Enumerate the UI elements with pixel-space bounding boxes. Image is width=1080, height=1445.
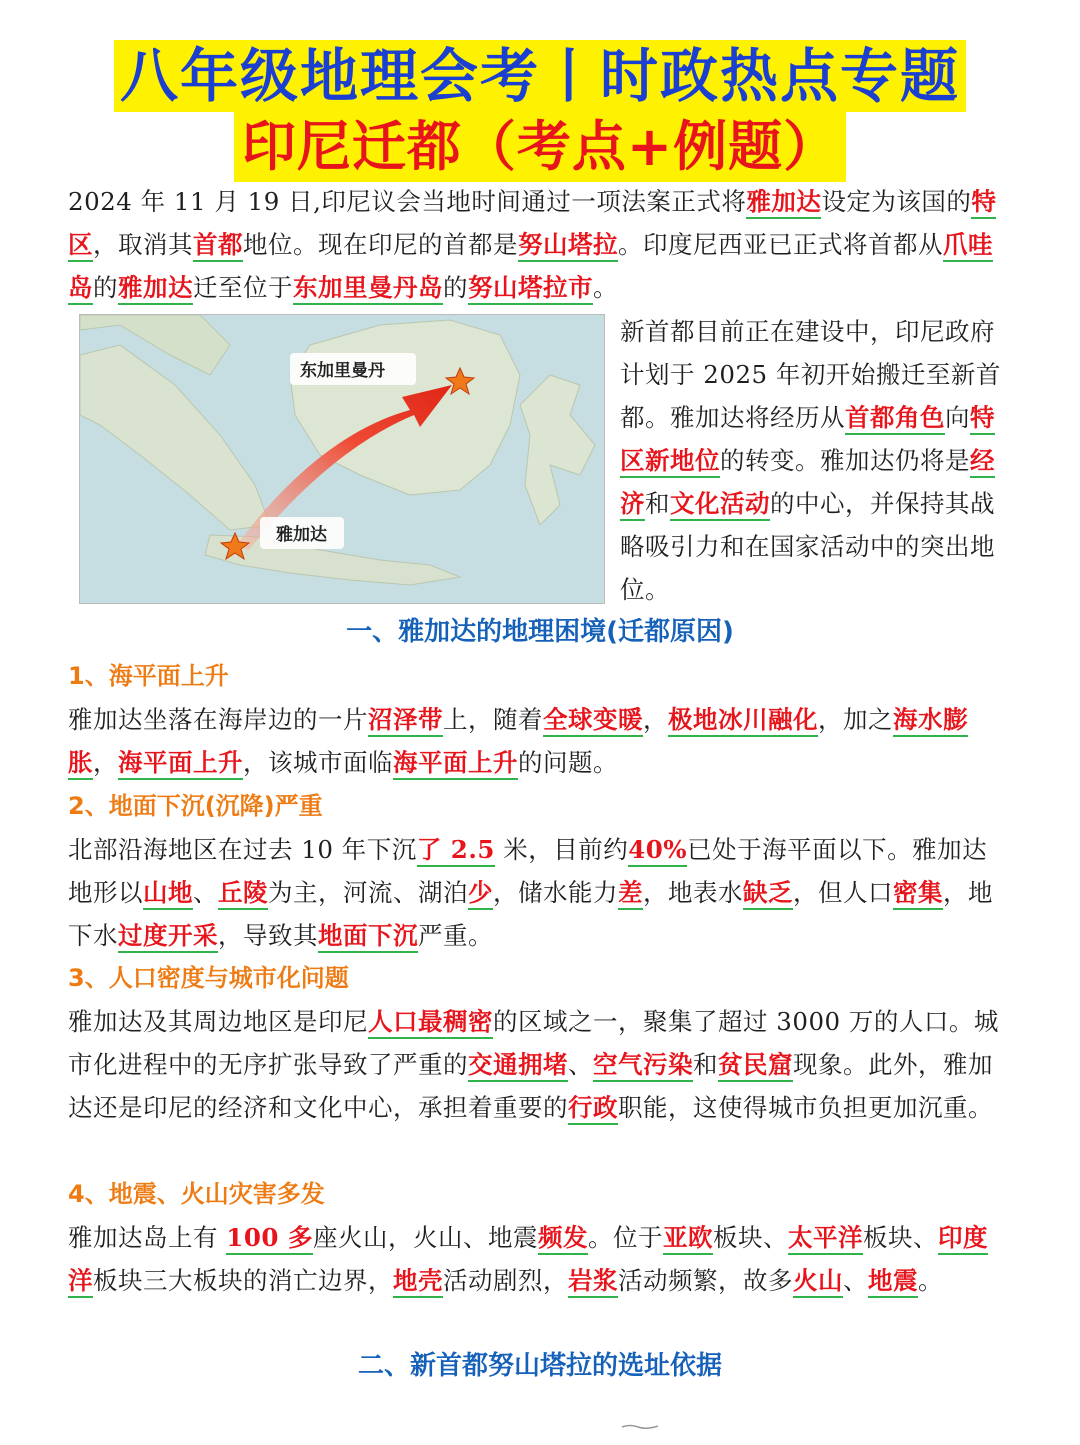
text: 严重。 [418,921,493,950]
text: 。印度尼西亚已正式将首都从 [618,230,943,259]
highlight: 贫民窟 [718,1050,793,1082]
subheading-1: 1、海平面上升 [68,662,229,690]
highlight: 太平洋 [788,1223,863,1255]
text: 向 [945,403,970,432]
side-paragraph [620,310,1012,611]
label-jakarta: 雅加达 [276,525,327,545]
highlight: 丘陵 [218,878,268,910]
text: 现象。此外，雅加达还是印尼的经济和文化中心，承担着重要的 [68,1050,993,1122]
highlight: 海平面上升 [118,748,243,780]
text: 。 [918,1266,943,1295]
text: ，储水能力 [493,878,618,907]
decorative-mark [620,1424,660,1430]
highlight: 少 [468,878,493,910]
text: 和 [645,489,670,518]
highlight: 人口最稠密 [368,1007,493,1039]
text: 活动剧烈， [443,1266,568,1295]
text: ，取消其 [93,230,193,259]
highlight: 沼泽带 [368,705,443,737]
highlight: 极地冰川融化 [668,705,818,737]
text: 雅加达及其周边地区是印尼 [68,1007,368,1036]
text: ，导致其 [218,921,318,950]
text: 的 [93,273,118,302]
highlight: 首都 [193,230,243,262]
text: 迁至位于 [193,273,293,302]
text: ，但人口 [793,878,893,907]
highlight: 地面下沉 [318,921,418,953]
highlight: 山地 [143,878,193,910]
highlight: 岩浆 [568,1266,618,1298]
text: 设定为该国的 [821,187,972,216]
highlight: 地壳 [393,1266,443,1298]
text: 新首都目前正在建设中，印尼政府计划于 2025 年初开始搬迁至新首都。雅加达将经历从 [620,317,1001,432]
paragraph-3 [68,1000,1012,1129]
label-east-kalimantan: 东加里曼丹 [300,361,385,381]
highlight: 特区新地位 [620,403,995,478]
subheading-3: 3、人口密度与城市化问题 [68,964,349,992]
text: 。位于 [587,1223,663,1252]
section-heading-1: 一、雅加达的地理困境(迁都原因) [346,617,734,647]
text: 的转变。雅加达仍将是 [720,446,970,475]
intro-paragraph [68,180,1012,309]
text: 、 [568,1050,593,1079]
highlight: 海平面上升 [393,748,518,780]
highlight: 密集 [893,878,943,910]
highlight: 缺乏 [743,878,793,910]
text: ，地下水 [68,878,993,950]
highlight: 火山 [793,1266,843,1298]
highlight: 印度洋 [68,1223,988,1298]
highlight: 过度开采 [118,921,218,953]
highlight: 东加里曼丹岛 [293,273,443,305]
text: ，加之 [818,705,893,734]
highlight: 亚欧 [663,1223,713,1255]
highlight: 全球变暖 [543,705,643,737]
text: 雅加达坐落在海岸边的一片 [68,705,368,734]
text: 板块三大板块的消亡边界， [93,1266,393,1295]
text: ，地表水 [643,878,743,907]
text: 米，目前约 [494,835,629,864]
text: 地位。现在印尼的首都是 [243,230,518,259]
highlight: 差 [618,878,643,910]
header [0,40,1080,182]
text: 。 [593,273,618,302]
highlight: 频发 [538,1223,588,1255]
text: 的区域之一，聚集了超过 3000 万的人口。城市化进程中的无序扩张导致了严重的 [68,1007,999,1079]
highlight: 首都角色 [845,403,945,435]
text: 活动频繁，故多 [618,1266,793,1295]
highlight: 行政 [568,1093,618,1125]
highlight: 文化活动 [670,489,770,521]
text: ， [643,705,668,734]
text: 雅加达岛上有 [68,1223,227,1252]
text: 已处于海平面以下。雅加达地形以 [68,835,988,907]
text: 、 [193,878,218,907]
map-graphic [80,315,604,603]
highlight: 40% [628,835,687,867]
paragraph-1 [68,698,1012,784]
text: 和 [693,1050,718,1079]
text: 的 [443,273,468,302]
section-heading-2: 二、新首都努山塔拉的选址依据 [357,1351,722,1381]
highlight: 特区 [68,187,996,262]
highlight: 努山塔拉市 [468,273,593,305]
text: 的中心，并保持其战略吸引力和在国家活动中的突出地位。 [620,489,995,604]
paragraph-4 [68,1216,1012,1302]
highlight: 雅加达 [118,273,193,305]
highlight: 交通拥堵 [468,1050,568,1082]
highlight: 爪哇岛 [68,230,993,305]
text: 北部沿海地区在过去 10 年下沉 [68,835,417,864]
highlight: 地震 [868,1266,918,1298]
highlight: 经济 [620,446,995,521]
text: 板块、 [862,1223,938,1252]
text: 职能，这使得城市负担更加沉重。 [618,1093,993,1122]
highlight: 雅加达 [746,187,821,219]
text: 座火山，火山、地震 [312,1223,538,1252]
highlight: 空气污染 [593,1050,693,1082]
text: 、 [843,1266,868,1295]
page-title: 八年级地理会考丨时政热点专题 [114,40,966,112]
relocation-map [79,314,605,604]
text: ， [93,748,118,777]
highlight: 了 2.5 [417,835,495,867]
page-subtitle: 印尼迁都（考点+例题） [234,112,846,182]
text: 板块、 [712,1223,788,1252]
highlight: 努山塔拉 [518,230,618,262]
highlight: 海水膨胀 [68,705,968,780]
highlight: 100 多 [226,1223,313,1255]
text: 的问题。 [518,748,618,777]
text: ，该城市面临 [243,748,393,777]
text: 为主，河流、湖泊 [268,878,468,907]
text: 2024 年 11 月 19 日,印尼议会当地时间通过一项法案正式将 [68,187,747,216]
subheading-2: 2、地面下沉(沉降)严重 [68,792,323,820]
subheading-4: 4、地震、火山灾害多发 [68,1180,325,1208]
text: 上，随着 [443,705,543,734]
paragraph-2 [68,828,1012,957]
